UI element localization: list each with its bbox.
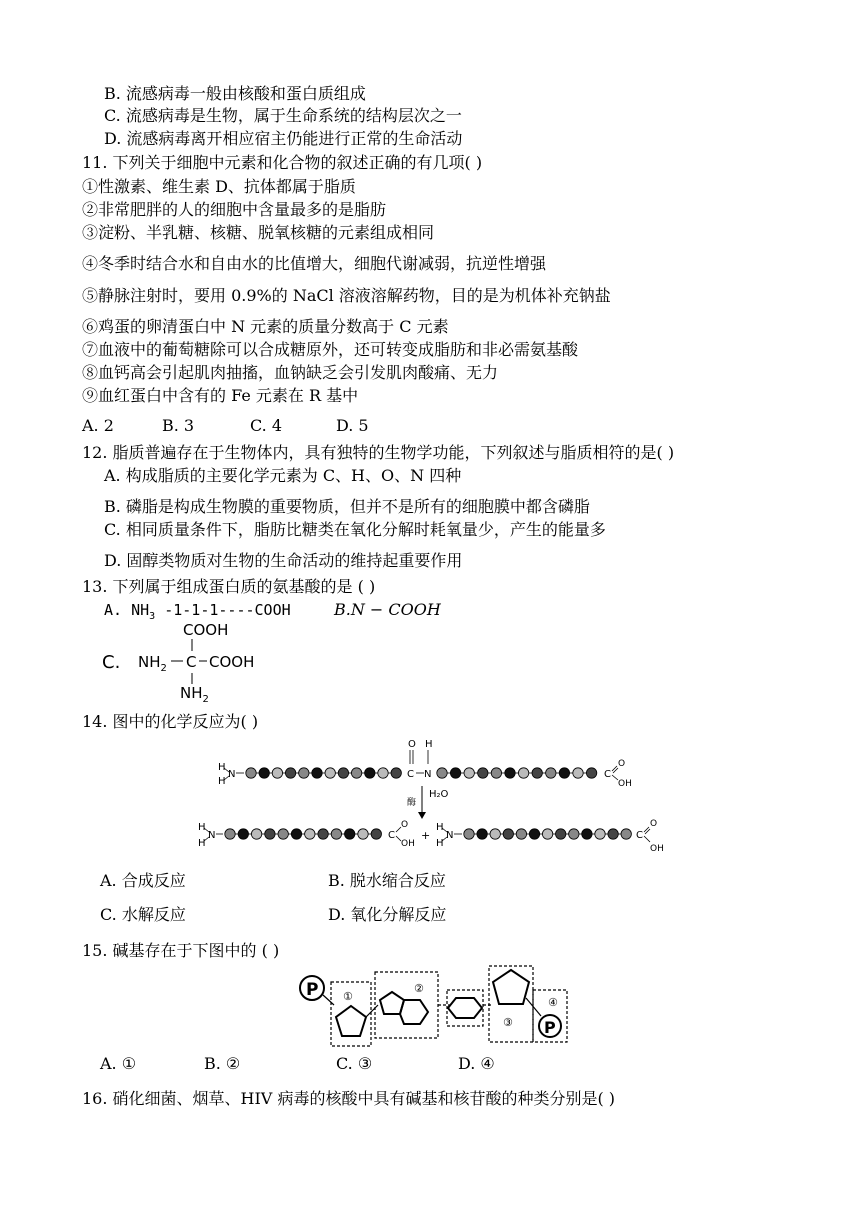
q11-stem: 11. 下列关于细胞中元素和化合物的叙述正确的有几项( ) (82, 153, 483, 172)
amino-acid-bead (595, 829, 605, 839)
amino-acid-bead (556, 829, 566, 839)
q14-bot-c1: C (388, 830, 395, 841)
q12-option-b: B. 磷脂是构成生物膜的重要物质，但并不是所有的细胞膜中都含磷脂 (104, 497, 590, 516)
q10-option-b: B. 流感病毒一般由核酸和蛋白质组成 (104, 84, 366, 103)
amino-acid-bead (259, 768, 269, 778)
amino-acid-bead (503, 829, 513, 839)
amino-acid-bead (272, 768, 282, 778)
q13-c-bottom-sub: 2 (202, 694, 209, 705)
q14-top-c-end: C (604, 769, 611, 780)
amino-acid-bead (358, 829, 368, 839)
q13-option-c-structure (100, 618, 290, 704)
q14-stem: 14. 图中的化学反应为( ) (82, 712, 259, 731)
q15-option-b: B. ② (204, 1054, 241, 1073)
q11-item-1: ①性激素、维生素 D、抗体都属于脂质 (82, 177, 356, 196)
q13-c-center-carbon: C (186, 653, 197, 671)
amino-acid-bead (365, 768, 375, 778)
q14-bot-h2: H (198, 838, 206, 849)
q11-option-a: A. 2 (82, 416, 114, 435)
q10-option-c: C. 流感病毒是生物，属于生命系统的结构层次之一 (104, 106, 462, 125)
amino-acid-bead (312, 768, 322, 778)
amino-acid-bead (529, 829, 539, 839)
q15-phosphate-right: P (544, 1018, 556, 1037)
q13-c-right-group: COOH (209, 653, 255, 671)
amino-acid-bead (338, 768, 348, 778)
amino-acid-bead (573, 768, 583, 778)
q12-option-c: C. 相同质量条件下，脂肪比糖类在氧化分解时耗氧量少，产生的能量多 (104, 520, 606, 539)
q14-bond-h: H (425, 739, 433, 750)
q14-bond-n: N (424, 769, 432, 780)
amino-acid-bead (305, 829, 315, 839)
q16-stem: 16. 硝化细菌、烟草、HIV 病毒的核酸中具有碱基和核苷酸的种类分别是( ) (82, 1089, 616, 1108)
amino-acid-bead (586, 768, 596, 778)
amino-acid-bead (378, 768, 388, 778)
q14-top-h1: H (218, 762, 226, 773)
q11-item-9: ⑨血红蛋白中含有的 Fe 元素在 R 基中 (82, 386, 359, 405)
q14-bot-h3: H (436, 822, 444, 833)
amino-acid-bead (291, 829, 301, 839)
q14-option-c: C. 水解反应 (100, 905, 186, 924)
q13-option-c-label: C. (102, 652, 121, 673)
q13-c-bottom-text: NH (180, 684, 203, 702)
amino-acid-bead (464, 768, 474, 778)
q14-top-o: O (618, 759, 626, 769)
q13-c-bottom-group (180, 684, 209, 705)
q14-bot-n1: N (208, 830, 216, 841)
q11-option-c: C. 4 (250, 416, 283, 435)
q15-phosphate-left: P (306, 980, 319, 1000)
q13-c-top-group: COOH (183, 621, 229, 639)
amino-acid-bead (225, 829, 235, 839)
q13-c-left-text: NH (138, 653, 161, 671)
q14-bot-o1: O (401, 820, 409, 830)
q15-option-d: D. ④ (458, 1054, 495, 1073)
q14-bot-c2: C (636, 830, 643, 841)
amino-acid-bead (505, 768, 515, 778)
q11-item-5: ⑤静脉注射时，要用 0.9%的 NaCl 溶液溶解药物，目的是为机体补充钠盐 (82, 286, 611, 305)
amino-acid-bead (621, 829, 631, 839)
amino-acid-bead (490, 829, 500, 839)
amino-acid-bead (608, 829, 618, 839)
amino-acid-bead (491, 768, 501, 778)
amino-acid-bead (464, 829, 474, 839)
q11-item-3: ③淀粉、半乳糖、核糖、脱氧核糖的元素组成相同 (82, 223, 435, 242)
q15-label-3: ③ (503, 1016, 513, 1029)
q14-plus: + (421, 829, 431, 842)
q13-option-a-label: A. NH (104, 601, 150, 619)
q14-top-oh: OH (618, 779, 632, 789)
q11-item-6: ⑥鸡蛋的卵清蛋白中 N 元素的质量分数高于 C 元素 (82, 317, 449, 336)
amino-acid-bead (246, 768, 256, 778)
amino-acid-bead (351, 768, 361, 778)
amino-acid-bead (285, 768, 295, 778)
q11-option-d: D. 5 (336, 416, 369, 435)
amino-acid-bead (325, 768, 335, 778)
q12-option-d: D. 固醇类物质对生物的生命活动的维持起重要作用 (104, 551, 463, 570)
q13-c-left-sub: 2 (160, 663, 167, 674)
q14-bot-o2: O (650, 819, 658, 829)
q12-option-a: A. 构成脂质的主要化学元素为 C、H、O、N 四种 (104, 466, 462, 485)
amino-acid-bead (278, 829, 288, 839)
q14-top-chain-left (246, 768, 402, 778)
q15-label-4: ④ (548, 996, 558, 1009)
amino-acid-bead (371, 829, 381, 839)
q14-water-label: H₂O (429, 789, 449, 800)
q14-bond-o: O (408, 739, 416, 750)
amino-acid-bead (265, 829, 275, 839)
amino-acid-bead (450, 768, 460, 778)
amino-acid-bead (532, 768, 542, 778)
q15-stem: 15. 碱基存在于下图中的 ( ) (82, 941, 280, 960)
q14-top-chain-right (437, 768, 597, 778)
amino-acid-bead (251, 829, 261, 839)
q11-option-b: B. 3 (162, 416, 195, 435)
amino-acid-bead (569, 829, 579, 839)
q14-option-a: A. 合成反应 (100, 871, 186, 890)
q14-bond-c: C (407, 769, 414, 780)
q14-hydrolysis-diagram (192, 730, 672, 862)
amino-acid-bead (516, 829, 526, 839)
q11-item-7: ⑦血液中的葡萄糖除可以合成糖原外，还可转变成脂肪和非必需氨基酸 (82, 340, 579, 359)
amino-acid-bead (299, 768, 309, 778)
q13-option-a-subscript: 3 (149, 611, 156, 622)
q13-option-a-chain: -1-1-1----COOH (155, 601, 291, 619)
q13-option-b: B.N − COOH (334, 600, 441, 619)
q13-c-left-group (138, 653, 167, 674)
amino-acid-bead (331, 829, 341, 839)
amino-acid-bead (518, 768, 528, 778)
amino-acid-bead (318, 829, 328, 839)
q11-item-8: ⑧血钙高会引起肌肉抽搐，血钠缺乏会引发肌肉酸痛、无力 (82, 363, 499, 382)
q11-item-2: ②非常肥胖的人的细胞中含量最多的是脂肪 (82, 200, 387, 219)
amino-acid-bead (391, 768, 401, 778)
q14-enzyme-label: 酶 (407, 798, 417, 808)
q14-bot-n2: N (446, 830, 454, 841)
q14-bot-oh1: OH (401, 839, 415, 849)
amino-acid-bead (478, 768, 488, 778)
q13-stem: 13. 下列属于组成蛋白质的氨基酸的是 ( ) (82, 577, 376, 596)
amino-acid-bead (345, 829, 355, 839)
amino-acid-bead (477, 829, 487, 839)
q15-label-1: ① (343, 990, 353, 1003)
amino-acid-bead (582, 829, 592, 839)
q14-bottom-chain-left (225, 829, 382, 839)
q14-bot-h1: H (198, 822, 206, 833)
q14-option-d: D. 氧化分解反应 (328, 905, 447, 924)
q15-nucleotide-diagram (296, 962, 576, 1048)
q14-option-b: B. 脱水缩合反应 (328, 871, 446, 890)
q14-bottom-chain-right (464, 829, 632, 839)
q14-bot-oh2: OH (650, 844, 664, 854)
amino-acid-bead (546, 768, 556, 778)
amino-acid-bead (542, 829, 552, 839)
q11-item-4: ④冬季时结合水和自由水的比值增大，细胞代谢减弱，抗逆性增强 (82, 254, 547, 273)
q14-top-h2: H (218, 776, 226, 787)
q15-option-a: A. ① (100, 1054, 137, 1073)
q15-option-c: C. ③ (336, 1054, 373, 1073)
q14-top-n: N (228, 769, 236, 780)
q10-option-d: D. 流感病毒离开相应宿主仍能进行正常的生命活动 (104, 129, 463, 148)
q12-stem: 12. 脂质普遍存在于生物体内，具有独特的生物学功能，下列叙述与脂质相符的是( ) (82, 443, 675, 462)
q14-bot-h4: H (436, 838, 444, 849)
amino-acid-bead (238, 829, 248, 839)
amino-acid-bead (559, 768, 569, 778)
q15-label-2: ② (414, 982, 424, 995)
amino-acid-bead (437, 768, 447, 778)
